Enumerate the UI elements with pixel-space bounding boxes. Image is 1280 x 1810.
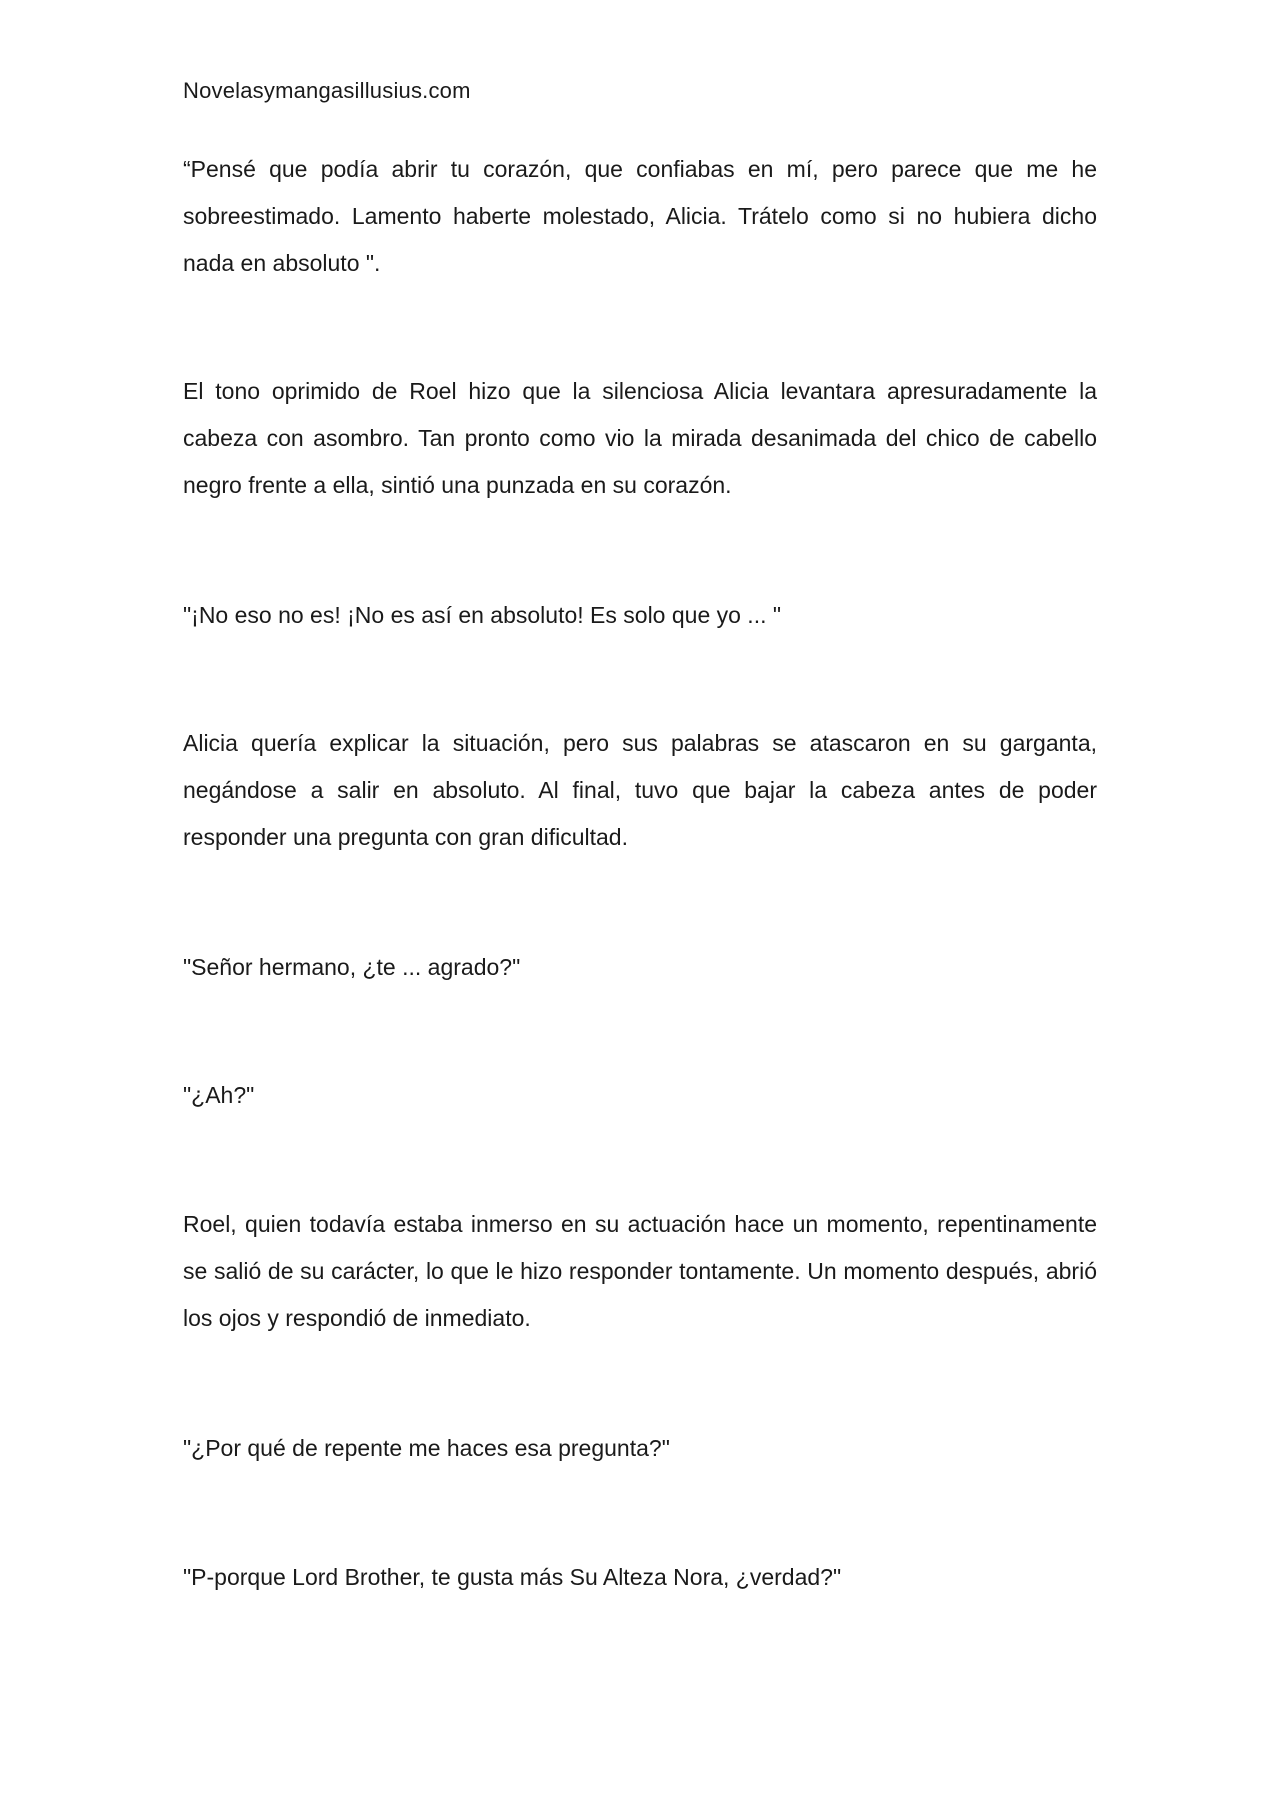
paragraph-8: "¿Por qué de repente me haces esa pregunta?" xyxy=(183,1435,670,1461)
paragraph-9: "P-porque Lord Brother, te gusta más Su Alteza Nora, ¿verdad?" xyxy=(183,1564,842,1590)
paragraph-5: "Señor hermano, ¿te ... agrado?" xyxy=(183,954,521,980)
paragraph-7: Roel, quien todavía estaba inmerso en su actuación hace un momento, repentinamente se salió de su carácter, lo que le hizo responder tontamente. Un momento después, abrió los ojos y respondió de inmediato. xyxy=(183,1211,1097,1331)
paragraph-1: “Pensé que podía abrir tu corazón, que confiabas en mí, pero parece que me he sobreestimado. Lamento haberte molestado, Alicia. Trátelo como si no hubiera dicho nada en absoluto ". xyxy=(183,156,1097,276)
paragraph-3: "¡No eso no es! ¡No es así en absoluto! Es solo que yo ... " xyxy=(183,602,782,628)
paragraph-4: Alicia quería explicar la situación, pero sus palabras se atascaron en su garganta, negándose a salir en absoluto. Al final, tuvo que bajar la cabeza antes de poder responder una pregunta con gran dificultad. xyxy=(183,730,1097,850)
site-header: Novelasymangasillusius.com xyxy=(183,78,471,103)
paragraph-6: "¿Ah?" xyxy=(183,1082,255,1108)
paragraph-2: El tono oprimido de Roel hizo que la silenciosa Alicia levantara apresuradamente la cabeza con asombro. Tan pronto como vio la mirada desanimada del chico de cabello negro frente a ella, sintió una punzada en su corazón. xyxy=(183,378,1097,498)
